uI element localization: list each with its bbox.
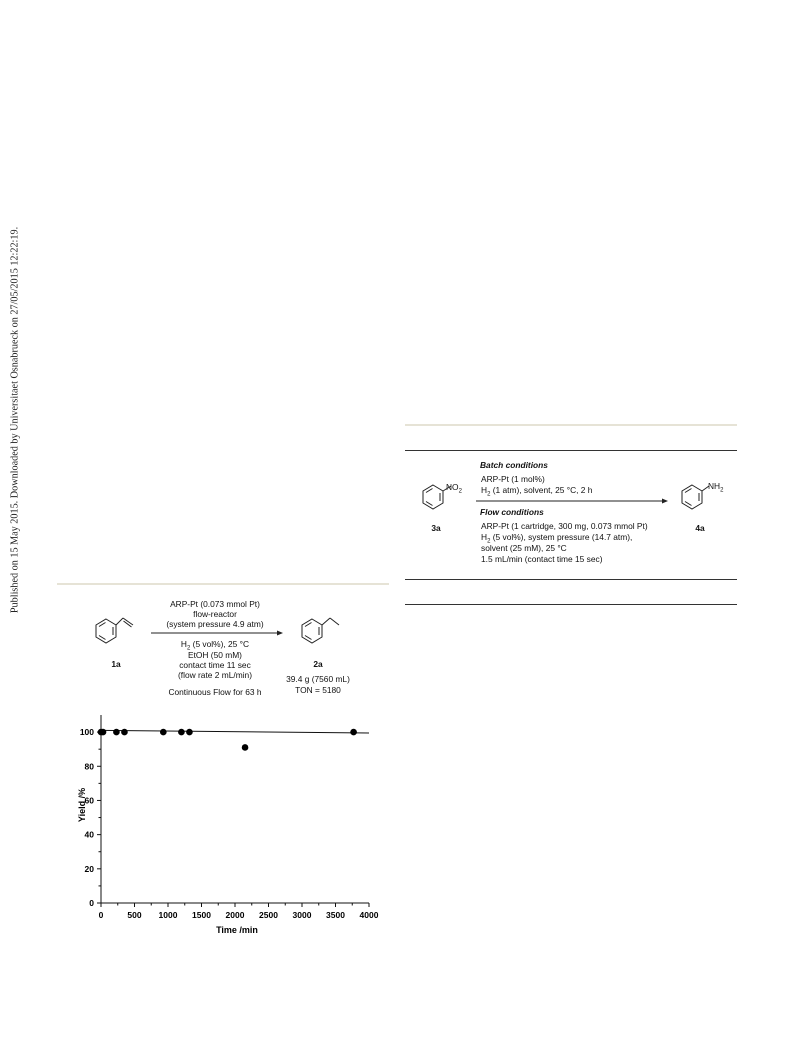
data-point — [178, 729, 185, 736]
chart-axes — [80, 715, 379, 920]
table-mid-rule — [405, 579, 737, 580]
table-top-rule — [405, 450, 737, 451]
flow-pressure-text: $H_2$ (5 vol%), system pressure (14.7 atm), — [481, 532, 633, 545]
download-note-text: Published on 15 May 2015. Downloaded by Universitaet Osnabrueck on 27/05/2015 12:22:19. — [9, 226, 21, 614]
data-point — [186, 729, 193, 736]
styrene-structure — [86, 606, 146, 656]
x-tick-label: 2000 — [225, 910, 245, 920]
nitrobenzene-structure — [405, 470, 485, 520]
chart-marks — [98, 729, 369, 751]
flow-reactor-text: flow-reactor — [193, 609, 237, 619]
y-tick-label: 40 — [84, 829, 94, 840]
x-tick-label: 3500 — [326, 910, 345, 920]
y-tick-label: 60 — [84, 795, 94, 806]
data-point — [350, 729, 357, 736]
contact-time-text: contact time 11 sec — [179, 660, 251, 670]
x-axis-label: Time /min — [216, 925, 258, 935]
trend-line — [101, 730, 369, 733]
x-tick-label: 1000 — [158, 910, 178, 920]
x-tick-label: 500 — [127, 910, 142, 920]
table-bottom-rule — [405, 604, 737, 605]
y-tick-label: 80 — [84, 761, 94, 772]
x-tick-label: 1500 — [192, 910, 211, 920]
product-amount-text: 39.4 g (7560 mL) — [286, 674, 350, 684]
ton-text: TON = 5180 — [295, 685, 341, 695]
x-tick-label: 0 — [98, 910, 104, 920]
batch-conditions-text: $H_2$ (1 atm), solvent, 25 °C, 2 h — [481, 485, 593, 498]
y-tick-label: 0 — [89, 898, 94, 908]
y-axis-label: Yield /% — [77, 787, 87, 823]
batch-conditions-heading: Batch conditions — [480, 460, 548, 470]
download-margin-note — [0, 0, 30, 1039]
yield-chart — [70, 705, 390, 955]
duration-text: Continuous Flow for 63 h — [168, 687, 262, 697]
batch-catalyst-text: ARP-Pt (1 mol%) — [481, 474, 545, 484]
ethylbenzene-structure — [290, 606, 350, 656]
y-tick-label: 20 — [84, 863, 94, 874]
data-point — [100, 729, 107, 736]
x-tick-label: 2500 — [259, 910, 278, 920]
reaction-arrow-flow — [151, 628, 283, 638]
flow-rate-text: (flow rate 2 mL/min) — [178, 670, 252, 680]
flow-catalyst-text: ARP-Pt (1 cartridge, 300 mg, 0.073 mmol Pt) — [481, 521, 648, 531]
x-tick-label: 3000 — [292, 910, 312, 920]
flow-solvent-text: solvent (25 mM), 25 °C — [481, 543, 567, 553]
solvent-text: EtOH (50 mM) — [188, 650, 242, 660]
flow-rate-text: 1.5 mL/min (contact time 15 sec) — [481, 554, 603, 564]
compound-4a-label: 4a — [695, 523, 705, 533]
compound-2a-label: 2a — [313, 659, 323, 669]
y-tick-label: 100 — [79, 727, 94, 738]
scheme-top-rule — [405, 424, 737, 426]
reaction-arrow-batch — [476, 496, 668, 506]
amino-group-label: $NH_2$ — [708, 481, 724, 494]
system-pressure-text: (system pressure 4.9 atm) — [166, 619, 264, 629]
hydrogen-conditions-text: $H_2$ (5 vol%), 25 °C — [180, 639, 250, 652]
x-tick-label: 4000 — [359, 910, 379, 920]
figure-top-rule — [57, 583, 389, 585]
flow-conditions-heading: Flow conditions — [480, 507, 544, 517]
data-point — [242, 744, 249, 751]
data-point — [121, 729, 128, 736]
flow-catalyst-text: ARP-Pt (0.073 mmol Pt) — [170, 599, 260, 609]
data-point — [113, 729, 120, 736]
compound-3a-label: 3a — [431, 523, 441, 533]
compound-1a-label: 1a — [111, 659, 121, 669]
data-point — [160, 729, 167, 736]
nitro-group-label: $NO_2$ — [446, 482, 462, 495]
